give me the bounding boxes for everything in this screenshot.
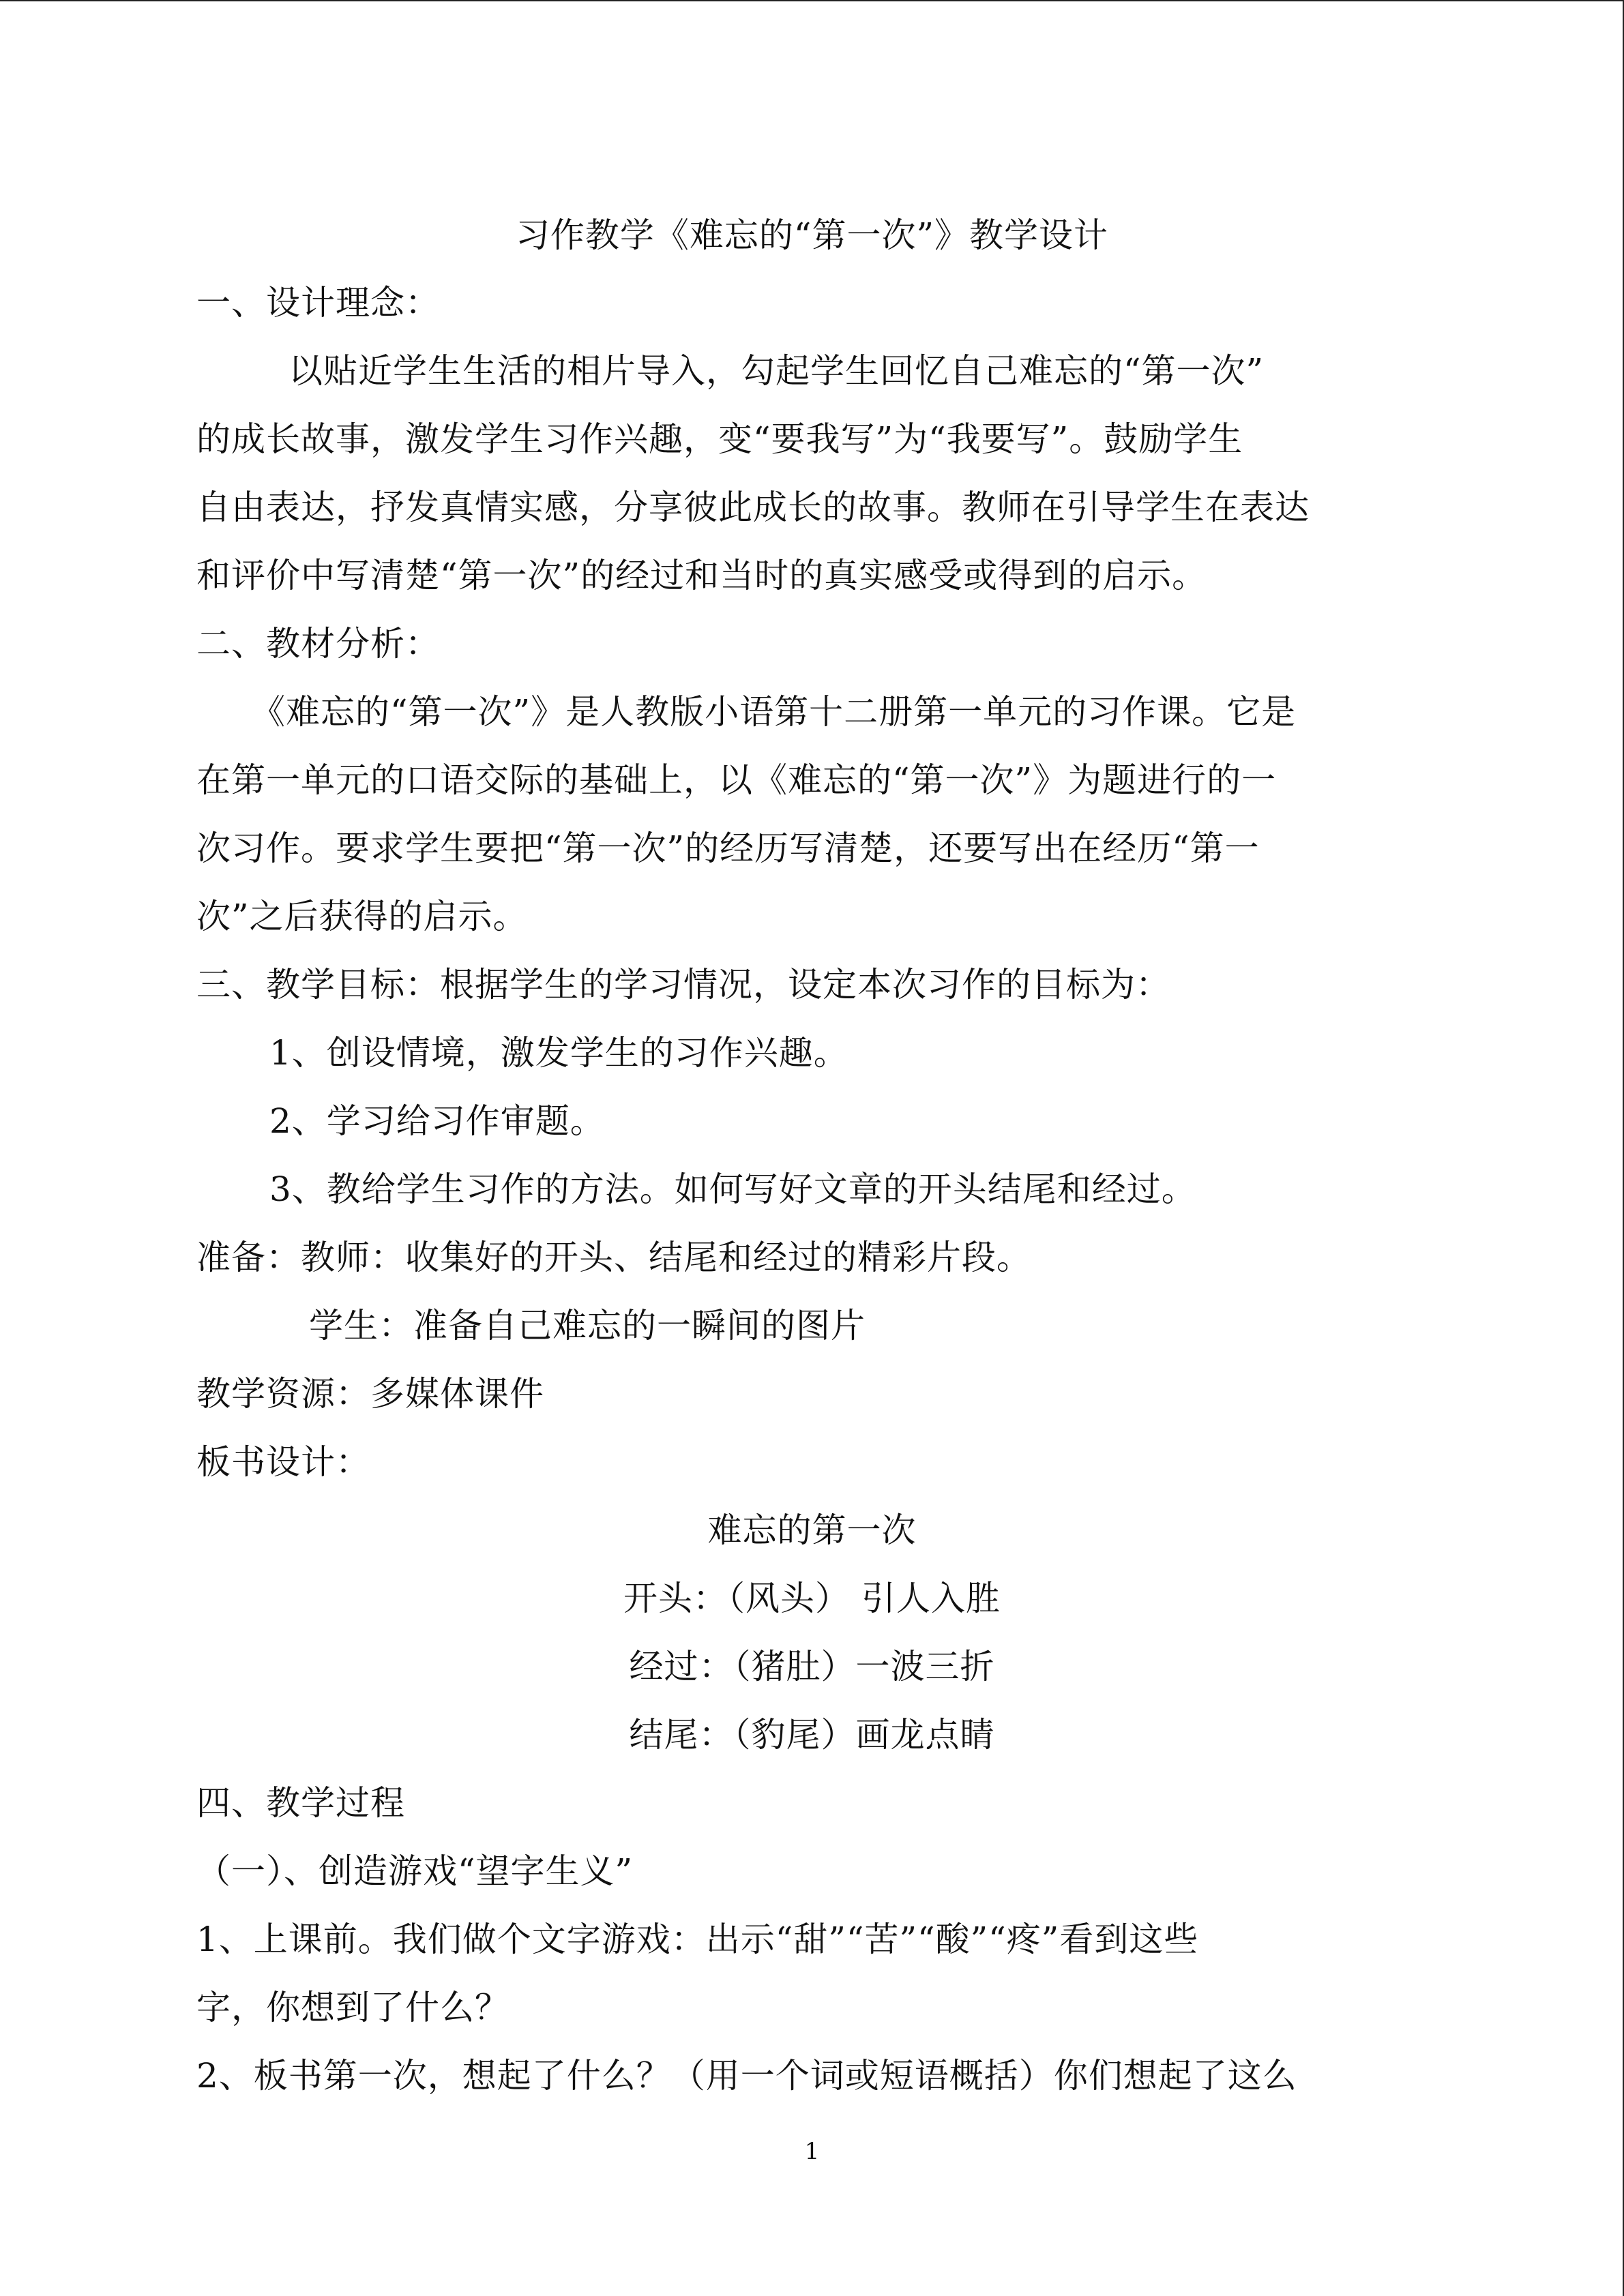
paragraph-line: 和评价中写清楚“第一次”的经过和当时的真实感受或得到的启示。 [196,556,1207,595]
paragraph-line: 《难忘的“第一次”》是人教版小语第十二册第一单元的习作课。它是 [251,692,1297,732]
board-title: 难忘的第一次 [707,1510,917,1550]
goal-item: 1、创设情境，激发学生的习作兴趣。 [269,1033,848,1073]
paragraph-line: 次”之后获得的启示。 [196,897,528,936]
paragraph-line: 在第一单元的口语交际的基础上，以《难忘的“第一次”》为题进行的一 [196,760,1277,800]
page-number: 1 [804,2138,820,2165]
goal-item: 3、教给学生习作的方法。如何写好文章的开头结尾和经过。 [269,1169,1196,1209]
teaching-resources: 教学资源：多媒体课件 [196,1374,544,1414]
goal-item: 2、学习给习作审题。 [269,1101,605,1141]
board-line-start: 开头：（风头） 引人入胜 [623,1579,1001,1618]
paragraph-line: 的成长故事，激发学生习作兴趣，变“要我写”为“我要写”。鼓励学生 [196,419,1243,459]
preparation-student: 学生：准备自己难忘的一瞬间的图片 [309,1306,866,1345]
paragraph-line: 字，你想到了什么？ [196,1988,510,2027]
section-heading-teaching-process: 四、教学过程 [196,1783,405,1823]
section-heading-design-concept: 一、设计理念： [196,283,440,323]
board-design-heading: 板书设计： [196,1442,370,1482]
board-line-end: 结尾：（豹尾）画龙点睛 [629,1715,995,1755]
paragraph-line: 次习作。要求学生要把“第一次”的经历写清楚，还要写出在经历“第一 [196,829,1260,868]
document-title: 习作教学《难忘的“第一次”》教学设计 [515,215,1109,255]
section-heading-teaching-goals: 三、教学目标：根据学生的学习情况，设定本次习作的目标为： [196,965,1170,1004]
paragraph-line: 2、板书第一次，想起了什么？（用一个词或短语概括）你们想起了这么 [196,2056,1297,2096]
section-heading-material-analysis: 二、教材分析： [196,624,440,664]
preparation-teacher: 准备：教师：收集好的开头、结尾和经过的精彩片段。 [196,1238,1031,1277]
paragraph-line: 自由表达，抒发真情实感，分享彼此成长的故事。教师在引导学生在表达 [196,488,1310,527]
board-line-middle: 经过：（猪肚）一波三折 [629,1647,995,1686]
subsection-heading: （一）、创造游戏“望字生义” [196,1851,634,1891]
paragraph-line: 1、上课前。我们做个文字游戏：出示“甜”“苦”“酸”“疼”看到这些 [196,1920,1199,1959]
paragraph-line: 以贴近学生生活的相片导入，勾起学生回忆自己难忘的“第一次” [289,351,1265,391]
